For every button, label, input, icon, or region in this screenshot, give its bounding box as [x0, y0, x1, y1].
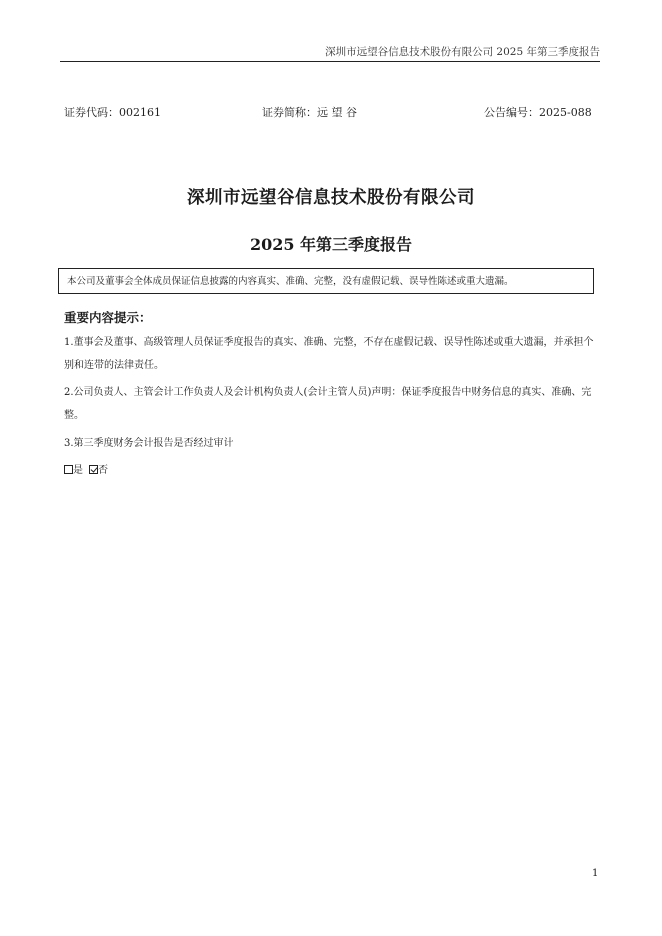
- announcement-number: 公告编号：2025-088: [484, 106, 592, 119]
- report-title: 2025 年第三季度报告: [249, 235, 413, 254]
- audit-yes-checkbox[interactable]: [64, 465, 73, 474]
- assurance-statement-box: [58, 268, 594, 294]
- audit-no-label: 否: [98, 465, 108, 476]
- notice-item-3: 3.第三季度财务会计报告是否经过审计: [64, 438, 234, 449]
- notice-heading: 重要内容提示：: [64, 310, 152, 325]
- notice-item-2: 2.公司负责人、主管会计工作负责人及会计机构负责人(会计主管人员)声明：保证季度报告中财务信息的真实、准确、完整。: [64, 387, 592, 421]
- assurance-statement: 本公司及董事会全体成员保证信息披露的内容真实、准确、完整，没有虚假记载、误导性陈述或重大遗漏。: [67, 276, 514, 287]
- audit-yes-label: 是: [73, 465, 83, 476]
- company-title: 深圳市远望谷信息技术股份有限公司: [187, 188, 475, 208]
- audit-options: [64, 462, 108, 480]
- running-header: 深圳市远望谷信息技术股份有限公司 2025 年第三季度报告: [325, 46, 600, 58]
- page-number: 1: [592, 868, 599, 879]
- audit-no-checkbox[interactable]: [89, 465, 98, 474]
- header-rule: [60, 61, 600, 62]
- stock-name: 证券简称：远 望 谷: [262, 106, 357, 119]
- notice-item-1: 1.董事会及董事、高级管理人员保证季度报告的真实、准确、完整，不存在虚假记载、误导性陈述或重大遗漏，并承担个别和连带的法律责任。: [64, 337, 594, 371]
- stock-code: 证券代码：002161: [64, 106, 161, 119]
